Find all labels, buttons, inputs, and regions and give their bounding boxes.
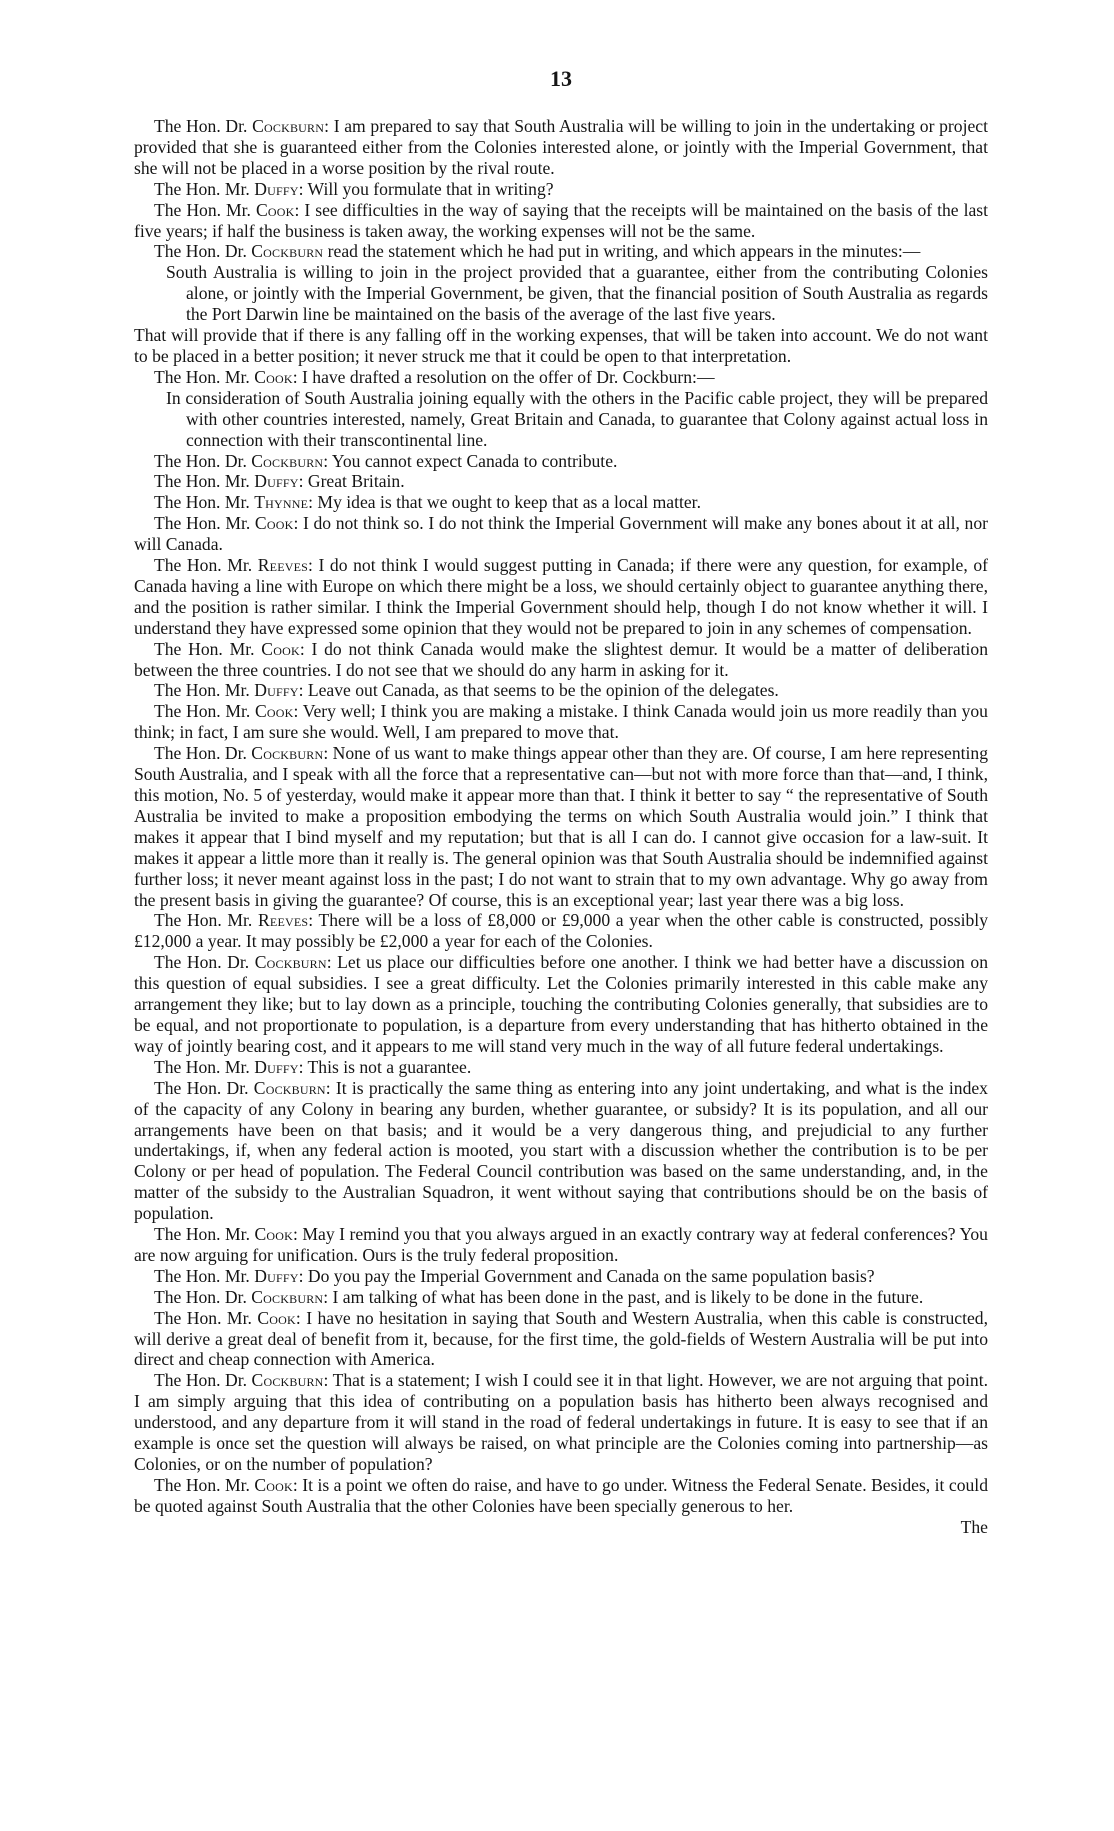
speaker-name: The Hon. Dr. Cockburn [154, 241, 324, 262]
speech-paragraph [134, 1370, 988, 1475]
quote-text: In consideration of South Australia joining equally with the others in the Pacific cable project, they will be prepared with other countries interested, namely, Great Britain and Canada, to guarantee that Colony against actual loss in connection with their transcontinental line. [166, 387, 988, 450]
speaker-name: The Hon. Dr. Cockburn: [154, 450, 329, 471]
speech-paragraph [134, 492, 988, 513]
quoted-resolution [166, 262, 988, 325]
speech-text: May I remind you that you always argued in an exactly contrary way at federal conferences? You are now arguing for unification. Ours is the truly federal proposition. [134, 1224, 988, 1265]
speech-text: This is not a guarantee. [303, 1056, 472, 1077]
speech-paragraph [134, 1308, 988, 1371]
speech-paragraph [134, 743, 988, 910]
speech-text: read the statement which he had put in writing, and which appears in the minutes:— [323, 241, 921, 262]
speech-text: Let us place our difficulties before one another. I think we had better have a discussion on this question of equal subsidies. I see a great difficulty. Let the Colonies primarily interested in this cable make any arrangement they like; but to lay down as a principle, touching the contributing Colonies generally, that subsidies are to be equal, and not proportionate to population, is a departure from every understanding that has hitherto obtained in the way of jointly bearing cost, and it appears to me will stand very much in the way of all future federal undertakings. [134, 952, 988, 1056]
speaker-name: The Hon. Mr. Duffy: [154, 471, 304, 492]
quoted-resolution [166, 388, 988, 451]
speaker-name: The Hon. Mr. Cook: [154, 1474, 298, 1495]
speaker-name: The Hon. Mr. Cook: [154, 513, 299, 534]
page-number: 13 [550, 66, 572, 91]
speech-text: I see difficulties in the way of saying that the receipts will be maintained on the basis of the last five years; if half the business is taken away, the working expenses will not be the same. [134, 199, 988, 241]
speaker-name: The Hon. Mr. Cook: [154, 1307, 301, 1328]
speech-paragraph [134, 367, 988, 388]
speech-text: It is practically the same thing as entering into any joint undertaking, and what is the index of the capacity of any Colony in bearing any burden, whether guarantee, or subsidy? It is its population, and all our arrangements have been on that basis; and it would be a very dangerous thing, and prejudicial to any further undertakings, if, when any federal action is mooted, you start with a discussion whether the contribution is to be per Colony or per head of population. The Federal Council contribution was based on the same understanding, and, in the matter of the subsidy to the Australian Squadron, it went without saying that contributions should be on the basis of population. [134, 1077, 988, 1224]
speech-text: Great Britain. [303, 471, 405, 492]
speaker-name: The Hon. Mr. Duffy: [154, 680, 304, 701]
speaker-name: The Hon. Mr. Cook: [154, 701, 299, 722]
speaker-name: The Hon. Mr. Cook: [154, 199, 300, 220]
speaker-name: The Hon. Mr. Duffy: [154, 1056, 304, 1077]
speech-text: I have no hesitation in saying that South and Western Australia, when this cable is constructed, will derive a great deal of benefit from it, because, for the first time, the gold-fields of Western Australia will be put into direct and cheap connection with America. [134, 1307, 988, 1370]
speech-text: Will you formulate that in writing? [303, 178, 554, 199]
speech-text: There will be a loss of £8,000 or £9,000 a year when the other cable is constructed, possibly £12,000 a year. It may possibly be £2,000 a year for each of the Colonies. [134, 910, 988, 952]
speech-paragraph [134, 680, 988, 701]
speaker-name: The Hon. Dr. Cockburn: [154, 743, 329, 764]
speech-paragraph [134, 1287, 988, 1308]
speech-paragraph [134, 179, 988, 200]
speech-text: I do not think Canada would make the slightest demur. It would be a matter of deliberation between the three countries. I do not see that we should do any harm in asking for it. [134, 638, 988, 680]
speech-text: I have drafted a resolution on the offer of Dr. Cockburn:— [297, 366, 715, 387]
speaker-name: The Hon. Mr. Cook: [154, 366, 298, 387]
speech-text: None of us want to make things appear other than they are. Of course, I am here representing South Australia, and I speak with all the force that a representative can—but not with more force than that—and, I think, this motion, No. 5 of yesterday, would make it appear more than that. I think it better to say “ the representative of South Australia be invited to make a proposition embodying the terms on which South Australia would join.” I think that makes it appear that I bind myself and my reputation; but that is all I can do. I cannot give occasion for a law-suit. It makes it appear a little more than it really is. The general opinion was that South Australia should be indemnified against further loss; it never meant against loss in the past; I do not want to strain that to my own advantage. Why go away from the present basis in giving the guarantee? Of course, this is an exceptional year; last year there was a big loss. [134, 743, 988, 910]
speech-text: Very well; I think you are making a mistake. I think Canada would join us more readily than you think; in fact, I am sure she would. Well, I am prepared to move that. [134, 701, 988, 743]
speech-text: Leave out Canada, as that seems to be the opinion of the delegates. [303, 680, 779, 701]
paragraph-text: That will provide that if there is any falling off in the working expenses, that will be taken into account. We do not want to be placed in a better position; it never struck me that it could be open to that interpretation. [134, 325, 988, 366]
quote-text: South Australia is willing to join in the project provided that a guarantee, either from the contributing Colonies alone, or jointly with the Imperial Government, be given, that the financial position of South Australia as regards the Port Darwin line be maintained on the basis of the average of the last five years. [166, 262, 988, 325]
speaker-name: The Hon. Dr. Cockburn: [154, 952, 332, 973]
speech-text: Do you pay the Imperial Government and Canada on the same population basis? [303, 1265, 875, 1286]
speech-paragraph [134, 952, 988, 1057]
speech-text: I am prepared to say that South Australia will be willing to join in the undertaking or project provided that she is guaranteed either from the Colonies interested alone, or jointly with the Imperial Government, that she will not be placed in a worse position by the rival route. [134, 116, 988, 178]
speech-paragraph [134, 639, 988, 681]
speaker-name: The Hon. Mr. Cook: [154, 638, 305, 659]
speaker-name: The Hon. Dr. Cockburn: [154, 1077, 331, 1098]
speech-text: I do not think so. I do not think the Imperial Government will make any bones about it at all, nor will Canada. [134, 513, 988, 555]
body-text [134, 116, 988, 1517]
speech-paragraph [134, 471, 988, 492]
speaker-name: The Hon. Mr. Duffy: [154, 178, 304, 199]
speech-paragraph [134, 701, 988, 743]
speech-text: I do not think I would suggest putting in Canada; if there were any question, for example, of Canada having a line with Europe on which there might be a loss, we should certainly object to guarantee anything there, and the position is rather similar. I think the Imperial Government should help, though I do not know whether it will. I understand they have expressed some opinion that they would not be prepared to join in any schemes of compensation. [134, 555, 988, 638]
paragraph [134, 325, 988, 367]
speaker-name: The Hon. Dr. Cockburn: [154, 116, 330, 136]
speech-paragraph [134, 241, 988, 262]
speaker-name: The Hon. Mr. Duffy: [154, 1265, 304, 1286]
speech-text: It is a point we often do raise, and have to go under. Witness the Federal Senate. Besides, it could be quoted against South Australia that the other Colonies have been specially generous to her. [134, 1474, 988, 1516]
speaker-name: The Hon. Dr. Cockburn: [154, 1370, 329, 1391]
speaker-name: The Hon. Mr. Reeves: [154, 555, 313, 576]
speaker-name: The Hon. Mr. Cook: [154, 1224, 298, 1245]
speech-paragraph [134, 1475, 988, 1517]
speech-text: You cannot expect Canada to contribute. [328, 450, 618, 471]
speech-text: I am talking of what has been done in the past, and is likely to be done in the future. [328, 1286, 924, 1307]
speech-paragraph [134, 1266, 988, 1287]
speech-paragraph [134, 451, 988, 472]
speech-paragraph [134, 1078, 988, 1224]
speech-paragraph [134, 1224, 988, 1266]
speech-paragraph [134, 910, 988, 952]
speaker-name: The Hon. Dr. Cockburn: [154, 1286, 329, 1307]
speech-paragraph [134, 116, 988, 179]
speaker-name: The Hon. Mr. Thynne: [154, 492, 314, 513]
speech-paragraph [134, 513, 988, 555]
speech-text: My idea is that we ought to keep that as a local matter. [313, 492, 701, 513]
catchword: The [960, 1516, 988, 1537]
speech-paragraph [134, 1057, 988, 1078]
speech-text: That is a statement; I wish I could see it in that light. However, we are not arguing that point. I am simply arguing that this idea of contributing on a population basis has hitherto been always recognised and understood, and any departure from it will stand in the road of federal undertakings in future. It is easy to see that if an example is once set the question will always be raised, on what principle are the Colonies coming into partnership—as Colonies, or on the number of population? [134, 1370, 988, 1474]
speech-paragraph [134, 555, 988, 639]
speech-paragraph [134, 200, 988, 242]
speaker-name: The Hon. Mr. Reeves: [154, 910, 314, 931]
